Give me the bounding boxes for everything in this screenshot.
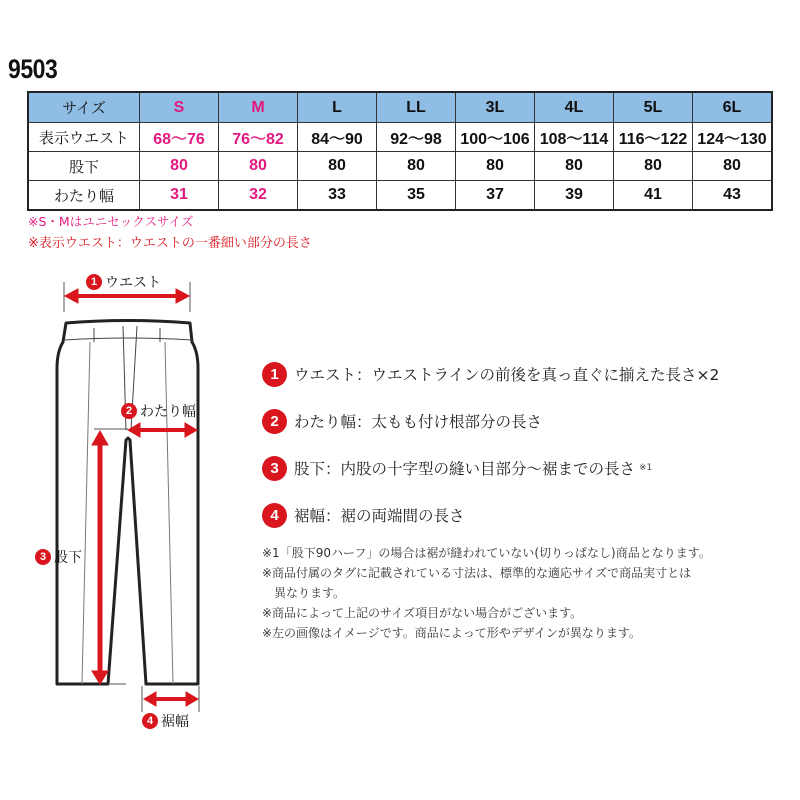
- footnote-continued: 異なります。: [274, 586, 346, 600]
- table-cell: 80: [140, 152, 219, 181]
- number-badge: 1: [86, 274, 102, 290]
- legend-item-thigh: [262, 409, 719, 433]
- table-cell: 80: [377, 152, 456, 181]
- legend-item-inseam: [262, 456, 719, 480]
- size-header: S: [140, 92, 219, 123]
- size-header: M: [219, 92, 298, 123]
- inseam-label: [35, 547, 82, 567]
- size-table: [27, 91, 773, 211]
- size-table-header-row: [28, 92, 772, 123]
- unisex-note: ※S・Mはユニセックスサイズ: [28, 214, 194, 229]
- table-cell: 33: [298, 181, 377, 211]
- table-cell: 124〜130: [693, 123, 773, 152]
- pants-diagram: [0, 260, 260, 740]
- size-header: 4L: [535, 92, 614, 123]
- number-badge: 2: [121, 403, 137, 419]
- row-label: 表示ウエスト: [28, 123, 140, 152]
- hem-label-text: 裾幅: [161, 714, 189, 730]
- hem-label: [142, 711, 189, 731]
- table-cell: 80: [693, 152, 773, 181]
- header-label: サイズ: [28, 92, 140, 123]
- size-header: LL: [377, 92, 456, 123]
- number-badge: 3: [262, 456, 287, 481]
- table-cell: 68〜76: [140, 123, 219, 152]
- footnote: ※商品付属のタグに記載されている寸法は、標準的な適応サイズで商品実寸とは: [262, 566, 692, 580]
- legend-text: 裾幅：裾の両端間の長さ: [294, 507, 465, 525]
- waist-definition-note: ※表示ウエスト：ウエストの一番細い部分の長さ: [28, 236, 312, 251]
- number-badge: 3: [35, 549, 51, 565]
- legend-text: ウエスト：ウエストラインの前後を真っ直ぐに揃えた長さ×2: [294, 366, 720, 384]
- legend-item-waist: [262, 362, 719, 386]
- table-cell: 32: [219, 181, 298, 211]
- size-header: 5L: [614, 92, 693, 123]
- footnote: ※商品によって上記のサイズ項目がない場合がございます。: [262, 606, 583, 620]
- thigh-label-text: わたり幅: [140, 404, 196, 420]
- table-cell: 80: [535, 152, 614, 181]
- size-header: 6L: [693, 92, 773, 123]
- table-row-waist: [28, 123, 772, 152]
- table-cell: 92〜98: [377, 123, 456, 152]
- number-badge: 4: [262, 503, 287, 528]
- waist-label: [86, 272, 161, 292]
- legend-item-hem: [262, 503, 719, 527]
- waist-label-text: ウエスト: [105, 275, 161, 291]
- table-cell: 39: [535, 181, 614, 211]
- number-badge: 4: [142, 713, 158, 729]
- number-badge: 2: [262, 409, 287, 434]
- table-cell: 35: [377, 181, 456, 211]
- footnote: ※左の画像はイメージです。商品によって形やデザインが異なります。: [262, 626, 641, 640]
- thigh-label: [121, 401, 196, 421]
- table-cell: 43: [693, 181, 773, 211]
- table-cell: 31: [140, 181, 219, 211]
- inseam-label-text: 股下: [54, 550, 82, 566]
- table-cell: 100〜106: [456, 123, 535, 152]
- footnote-ref: ※1: [639, 463, 653, 473]
- footnote: ※1「股下90ハーフ」の場合は裾が縫われていない(切りっぱなし)商品となります。: [262, 546, 711, 560]
- footnotes: [262, 543, 711, 643]
- table-cell: 116〜122: [614, 123, 693, 152]
- table-cell: 41: [614, 181, 693, 211]
- legend-text: 股下：内股の十字型の縫い目部分〜裾までの長さ: [294, 460, 636, 478]
- table-cell: 84〜90: [298, 123, 377, 152]
- table-row-inseam: [28, 152, 772, 181]
- table-cell: 80: [456, 152, 535, 181]
- model-number: 9503: [8, 54, 58, 84]
- legend-text: わたり幅：太もも付け根部分の長さ: [294, 413, 543, 431]
- table-cell: 80: [298, 152, 377, 181]
- pants-outline-icon: [0, 260, 260, 740]
- size-header: 3L: [456, 92, 535, 123]
- table-cell: 37: [456, 181, 535, 211]
- measurement-legend: [262, 362, 719, 550]
- row-label: わたり幅: [28, 181, 140, 211]
- table-cell: 80: [614, 152, 693, 181]
- row-label: 股下: [28, 152, 140, 181]
- table-cell: 80: [219, 152, 298, 181]
- table-cell: 108〜114: [535, 123, 614, 152]
- size-header: L: [298, 92, 377, 123]
- table-row-thigh: [28, 181, 772, 211]
- table-cell: 76〜82: [219, 123, 298, 152]
- number-badge: 1: [262, 362, 287, 387]
